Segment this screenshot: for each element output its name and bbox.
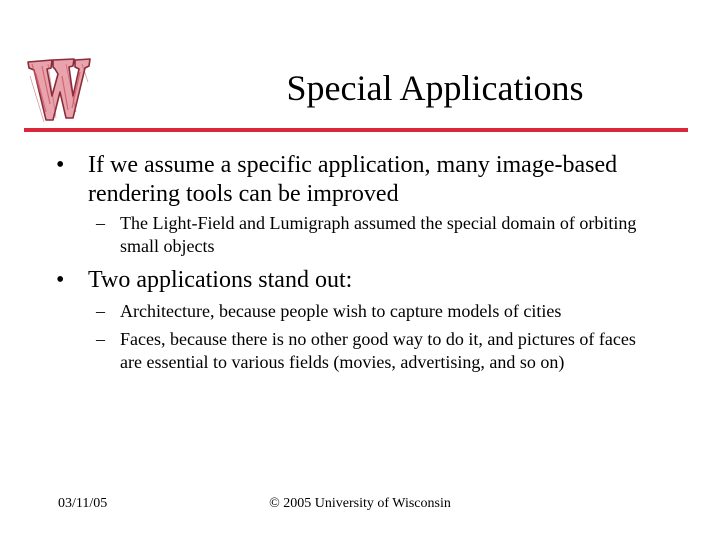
bullet-text: Two applications stand out: [88, 267, 353, 293]
sub-bullet-text: Faces, because there is no other good way to do it, and pictures of faces are essential to various fields (movies, advertising, and so on) [120, 329, 636, 372]
footer-date: 03/11/05 [58, 496, 108, 511]
slide-title: Special Applications [286, 68, 584, 108]
sub-bullet-text: Architecture, because people wish to capture models of cities [120, 301, 562, 321]
sub-bullet-text: The Light-Field and Lumigraph assumed the special domain of orbiting small objects [120, 213, 637, 256]
dash-icon: – [96, 329, 105, 349]
bullet-text: If we assume a specific application, many image-based rendering tools can be improved [88, 152, 618, 207]
bullet-icon: • [56, 152, 65, 178]
dash-icon: – [96, 301, 105, 321]
footer-copyright: © 2005 University of Wisconsin [269, 496, 451, 511]
dash-icon: – [96, 213, 105, 233]
bullet-icon: • [56, 267, 65, 293]
